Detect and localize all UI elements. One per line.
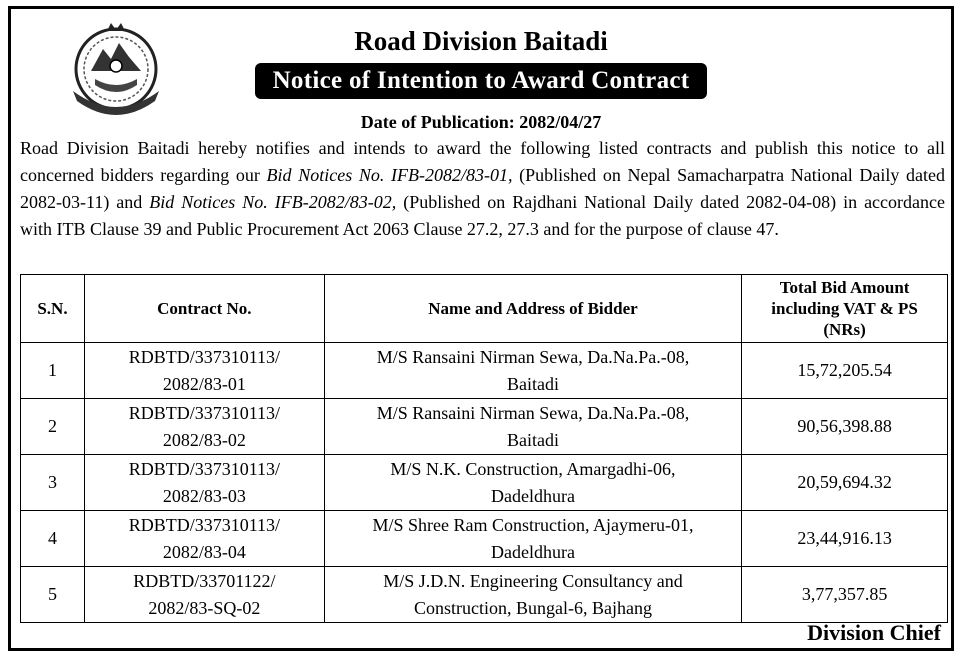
cell-sn: 5 bbox=[21, 567, 85, 623]
bidder-line-1: M/S Ransaini Nirman Sewa, Da.Na.Pa.-08, bbox=[376, 402, 690, 423]
contract-line-1: RDBTD/337310113/ bbox=[128, 514, 281, 535]
contract-line-2: 2082/83-03 bbox=[162, 485, 246, 506]
bidder-line-2: Dadeldhura bbox=[490, 485, 575, 506]
body-text-3: (Published on Rajdhani National Daily dated 2082-04-08) in accordance with ITB Clause 39 and Public Procurement Act 2063 Clause 27.2, 27.3 and for the purpose of clause 47. bbox=[20, 192, 945, 239]
table-row bbox=[21, 511, 948, 567]
header-amount-line-3: (NRs) bbox=[823, 320, 866, 339]
cell-contract-no bbox=[84, 343, 324, 399]
cell-bidder bbox=[324, 399, 741, 455]
header-contract-no: Contract No. bbox=[84, 275, 324, 343]
publication-date: Date of Publication: 2082/04/27 bbox=[360, 112, 602, 132]
contract-line-2: 2082/83-SQ-02 bbox=[148, 597, 261, 618]
cell-contract-no bbox=[84, 455, 324, 511]
award-table bbox=[20, 274, 948, 623]
bidder-line-2: Baitadi bbox=[506, 429, 559, 450]
cell-contract-no bbox=[84, 399, 324, 455]
bid-notice-1: Bid Notices No. IFB-2082/83-01, bbox=[266, 165, 513, 185]
header-amount bbox=[742, 275, 948, 343]
table-row bbox=[21, 343, 948, 399]
signature-title: Division Chief bbox=[807, 620, 941, 645]
contract-line-2: 2082/83-01 bbox=[162, 373, 246, 394]
header-sn: S.N. bbox=[21, 275, 85, 343]
table-row bbox=[21, 455, 948, 511]
cell-bidder bbox=[324, 567, 741, 623]
cell-sn: 4 bbox=[21, 511, 85, 567]
body-text-1: Road Division Baitadi hereby notifies and intends to award the following listed contracts and publish this notice to all concerned bidders regarding our bbox=[20, 138, 945, 185]
bid-notice-2: Bid Notices No. IFB-2082/83-02, bbox=[149, 192, 397, 212]
cell-sn: 2 bbox=[21, 399, 85, 455]
contract-line-1: RDBTD/337310113/ bbox=[128, 346, 281, 367]
cell-amount: 23,44,916.13 bbox=[742, 511, 948, 567]
contract-line-1: RDBTD/33701122/ bbox=[133, 570, 276, 591]
notice-title: Notice of Intention to Award Contract bbox=[255, 63, 708, 99]
bidder-line-2: Dadeldhura bbox=[490, 541, 575, 562]
cell-bidder bbox=[324, 455, 741, 511]
notice-body bbox=[20, 135, 945, 243]
cell-amount: 15,72,205.54 bbox=[742, 343, 948, 399]
cell-bidder bbox=[324, 343, 741, 399]
notice-page bbox=[8, 6, 954, 651]
table-header-row bbox=[21, 275, 948, 343]
header-amount-line-2: including VAT & PS bbox=[771, 299, 918, 318]
cell-amount: 90,56,398.88 bbox=[742, 399, 948, 455]
contract-line-1: RDBTD/337310113/ bbox=[128, 402, 281, 423]
cell-contract-no bbox=[84, 567, 324, 623]
bidder-line-1: M/S Ransaini Nirman Sewa, Da.Na.Pa.-08, bbox=[376, 346, 690, 367]
bidder-line-1: M/S Shree Ram Construction, Ajaymeru-01, bbox=[372, 514, 694, 535]
cell-bidder bbox=[324, 511, 741, 567]
body-text-2: (Published on Nepal Samacharpatra National Daily dated 2082-03-11) and bbox=[20, 165, 945, 212]
bidder-line-1: M/S N.K. Construction, Amargadhi-06, bbox=[390, 458, 676, 479]
bidder-line-1: M/S J.D.N. Engineering Consultancy and bbox=[383, 570, 683, 591]
table-row bbox=[21, 399, 948, 455]
table-row bbox=[21, 567, 948, 623]
cell-amount: 3,77,357.85 bbox=[742, 567, 948, 623]
contract-line-2: 2082/83-02 bbox=[162, 429, 246, 450]
cell-sn: 1 bbox=[21, 343, 85, 399]
header-amount-line-1: Total Bid Amount bbox=[779, 278, 910, 297]
contract-line-1: RDBTD/337310113/ bbox=[128, 458, 281, 479]
cell-sn: 3 bbox=[21, 455, 85, 511]
organization-name: Road Division Baitadi bbox=[354, 26, 608, 56]
contract-line-2: 2082/83-04 bbox=[162, 541, 246, 562]
header-bidder: Name and Address of Bidder bbox=[324, 275, 741, 343]
bidder-line-2: Construction, Bungal-6, Bajhang bbox=[413, 597, 652, 618]
bidder-line-2: Baitadi bbox=[506, 373, 559, 394]
cell-amount: 20,59,694.32 bbox=[742, 455, 948, 511]
cell-contract-no bbox=[84, 511, 324, 567]
